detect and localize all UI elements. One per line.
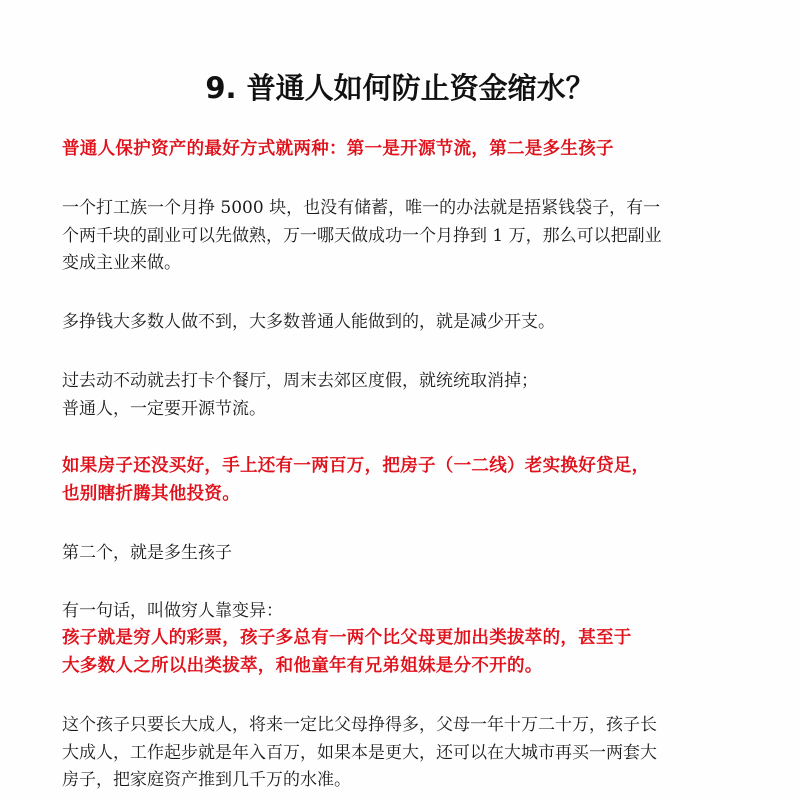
text-line: 这个孩子只要长大成人，将来一定比父母挣得多，父母一年十万二十万，孩子长 [62,715,657,735]
text-line: 房子，把家庭资产推到几千万的水准。 [62,770,351,790]
text-line: 第二个，就是多生孩子 [62,543,232,563]
text-line: 个两千块的副业可以先做熟，万一哪天做成功一个月挣到 1 万，那么可以把副业 [62,225,662,246]
text-line: 一个打工族一个月挣 5000 块，也没有储蓄，唯一的办法就是捂紧钱袋子，有一 [62,198,661,218]
text-line: 普通人，一定要开源节流。 [62,398,266,419]
highlight-paragraph-1 [62,136,762,164]
highlight-paragraph-3 [62,625,762,680]
text-line: 也别瞎折腾其他投资。 [62,483,240,504]
text-line: 如果房子还没买好，手上还有一两百万，把房子（一二线）老实换好贷足， [62,456,650,476]
text-line: 多挣钱大多数人做不到，大多数普通人能做到的，就是减少开支。 [62,312,555,332]
text-line: 过去动不动就去打卡个餐厅，周末去郊区度假，就统统取消掉； [62,371,538,391]
highlight-paragraph-2 [62,453,762,508]
text-line: 大成人，工作起步就是年入百万，如果本是更大，还可以在大城市再买一两套大 [62,742,657,763]
text-line: 有一句话，叫做穷人靠变异： [62,601,283,621]
paragraph-second-point [62,540,762,568]
page-title: 9. 普通人如何防止资金缩水？ [205,71,595,105]
paragraph-cancel-leisure [62,368,762,423]
paragraph-child-future [62,712,762,795]
paragraph-saying [62,598,762,626]
text-line: 变成主业来做。 [62,253,181,273]
text-line: 普通人保护资产的最好方式就两种：第一是开源节流，第二是多生孩子 [62,139,614,159]
paragraph-part-time-job [62,195,762,278]
text-line: 孩子就是穷人的彩票，孩子多总有一两个比父母更加出类拔萃的，甚至于 [62,628,632,648]
text-line: 大多数人之所以出类拔萃，和他童年有兄弟姐妹是分不开的。 [62,655,543,676]
paragraph-reduce-spending [62,309,762,337]
